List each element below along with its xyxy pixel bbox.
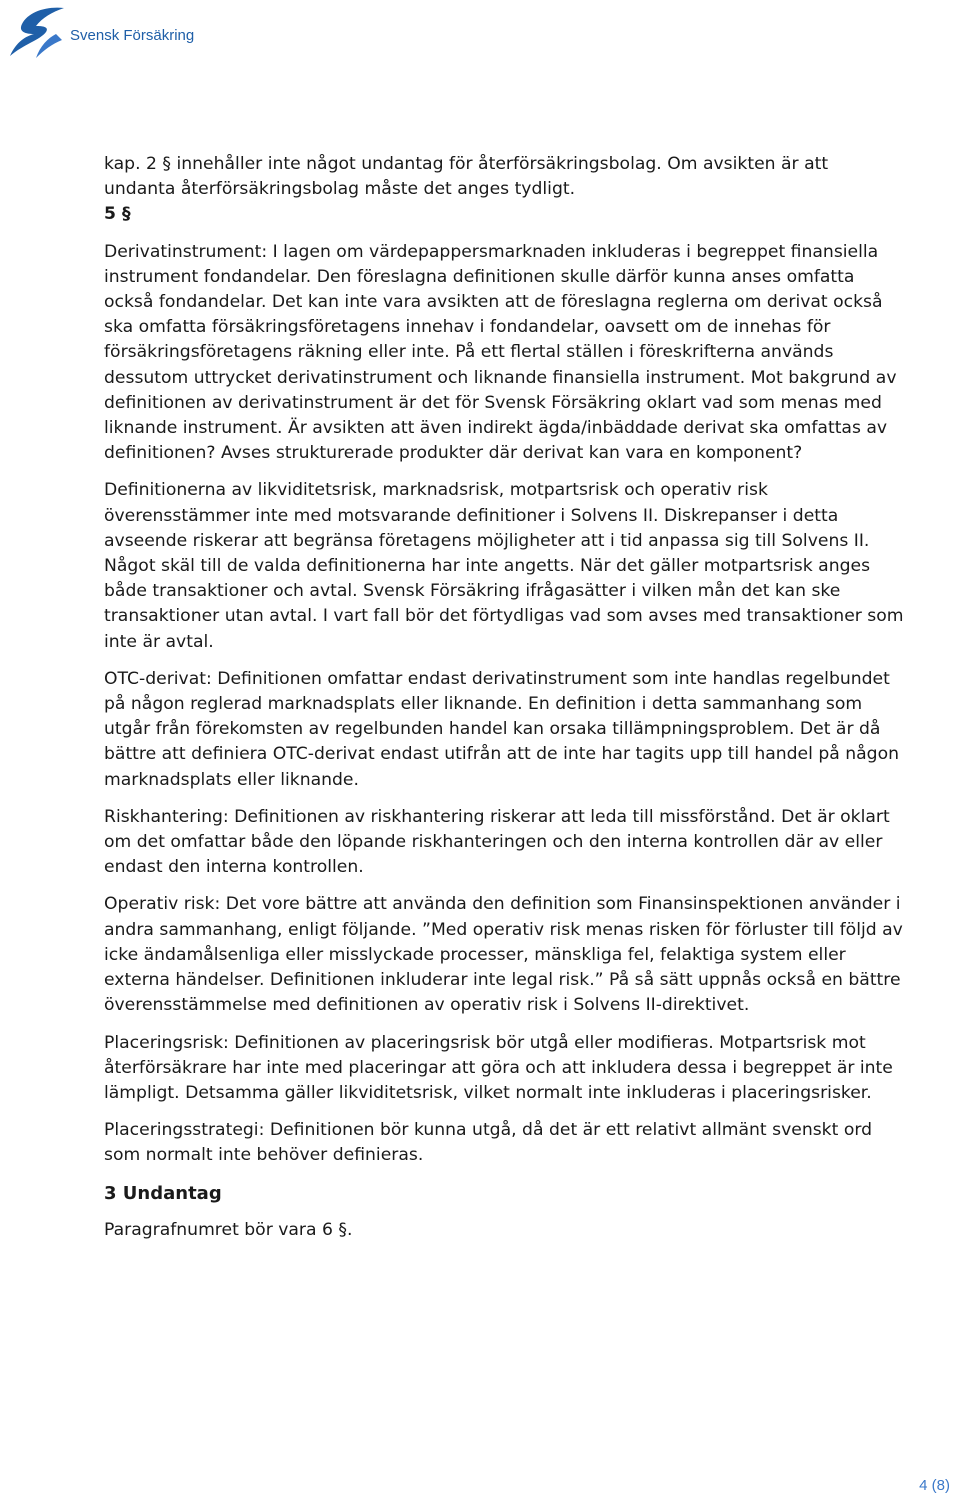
paragraph-operativ-risk: Operativ risk: Det vore bättre att använda den definition som Finansinspektionen använder i andra sammanhang, enligt följande. ”Med operativ risk menas risken för förluster till följd av icke ändamålsenliga eller misslyckade processer, mänskliga fel, felaktiga system eller externa händelser. Definitionen inkluderar inte legal risk.” På så sätt uppnås också en bättre överensstämmelse med definitionen av operativ risk i Solvens II-direktivet.: [104, 894, 903, 1016]
logo-text: Svensk Försäkring: [70, 26, 195, 44]
intro-paragraph: kap. 2 § innehåller inte något undantag för återförsäkringsbolag. Om avsikten är att undanta återförsäkringsbolag måste det anges tydligt.: [104, 154, 829, 200]
logo: [6, 4, 194, 60]
svensk-forsakring-logo-icon: [6, 4, 68, 60]
paragraph-otc-derivat: OTC-derivat: Definitionen omfattar endast derivatinstrument som inte handlas regelbundet på någon reglerad marknadsplats eller liknande. En definition i detta sammanhang som utgår från förekomsten av regelbunden handel kan orsaka tillämpningsproblem. Det är då bättre att definiera OTC-derivat endast utifrån att de inte har tagits upp till handel på någon marknadsplats eller liknande.: [104, 668, 900, 790]
paragraph-definitioner: Definitionerna av likviditetsrisk, marknadsrisk, motpartsrisk och operativ risk överensstämmer inte med motsvarande definitioner i Solvens II. Diskrepanser i detta avseende riskerar att begränsa företagens möjligheter att i tid anpassa sig till Solvens II. Något skäl till de valda definitionerna har inte angetts. När det gäller motpartsrisk anges både transaktioner och avtal. Svensk Försäkring ifrågasätter i vilken mån det kan ske transaktioner utan avtal. I vart fall bör det förtydligas vad som avses med transaktioner som inte är avtal.: [104, 480, 904, 652]
paragraph-placeringsrisk: Placeringsrisk: Definitionen av placeringsrisk bör utgå eller modifieras. Motpartsrisk mot återförsäkrare har inte med placeringar att göra och att inkludera dessa i begreppet är inte lämpligt. Detsamma gäller likviditetsrisk, vilket normalt inte inkluderas i placeringsrisker.: [104, 1032, 893, 1103]
document-body: [104, 152, 904, 1255]
section-3-heading: 3 Undantag: [104, 1182, 222, 1204]
section-5-number: 5 §: [104, 204, 131, 225]
paragraph-riskhantering: Riskhantering: Definitionen av riskhantering riskerar att leda till missförstånd. Det är oklart om det omfattar både den löpande riskhanteringen och den interna kontrollen där av eller endast den interna kontrollen.: [104, 806, 890, 878]
section-3-text: Paragrafnumret bör vara 6 §.: [104, 1219, 353, 1240]
paragraph-derivatinstrument: Derivatinstrument: I lagen om värdepappersmarknaden inkluderas i begreppet finansiella instrument fondandelar. Den föreslagna definitionen skulle därför kunna anses omfatta också fondandelar. Det kan inte vara avsikten att de föreslagna reglerna om derivat också ska omfatta försäkringsföretagens innehav i fondandelar, oavsett om de innehas för försäkringsföretagens räkning eller inte. På ett flertal ställen i föreskrifterna används dessutom uttrycket derivatinstrument och liknande finansiella instrument. Mot bakgrund av definitionen av derivatinstrument är det för Svensk Försäkring oklart vad som menas med liknande instrument. Är avsikten att även indirekt ägda/inbäddade derivat ska omfattas av definitionen? Avses strukturerade produkter där derivat kan vara en komponent?: [104, 241, 897, 464]
paragraph-placeringsstrategi: Placeringsstrategi: Definitionen bör kunna utgå, då det är ett relativt allmänt svenskt ord som normalt inte behöver definieras.: [104, 1120, 873, 1166]
page-number: 4 (8): [919, 1477, 950, 1494]
